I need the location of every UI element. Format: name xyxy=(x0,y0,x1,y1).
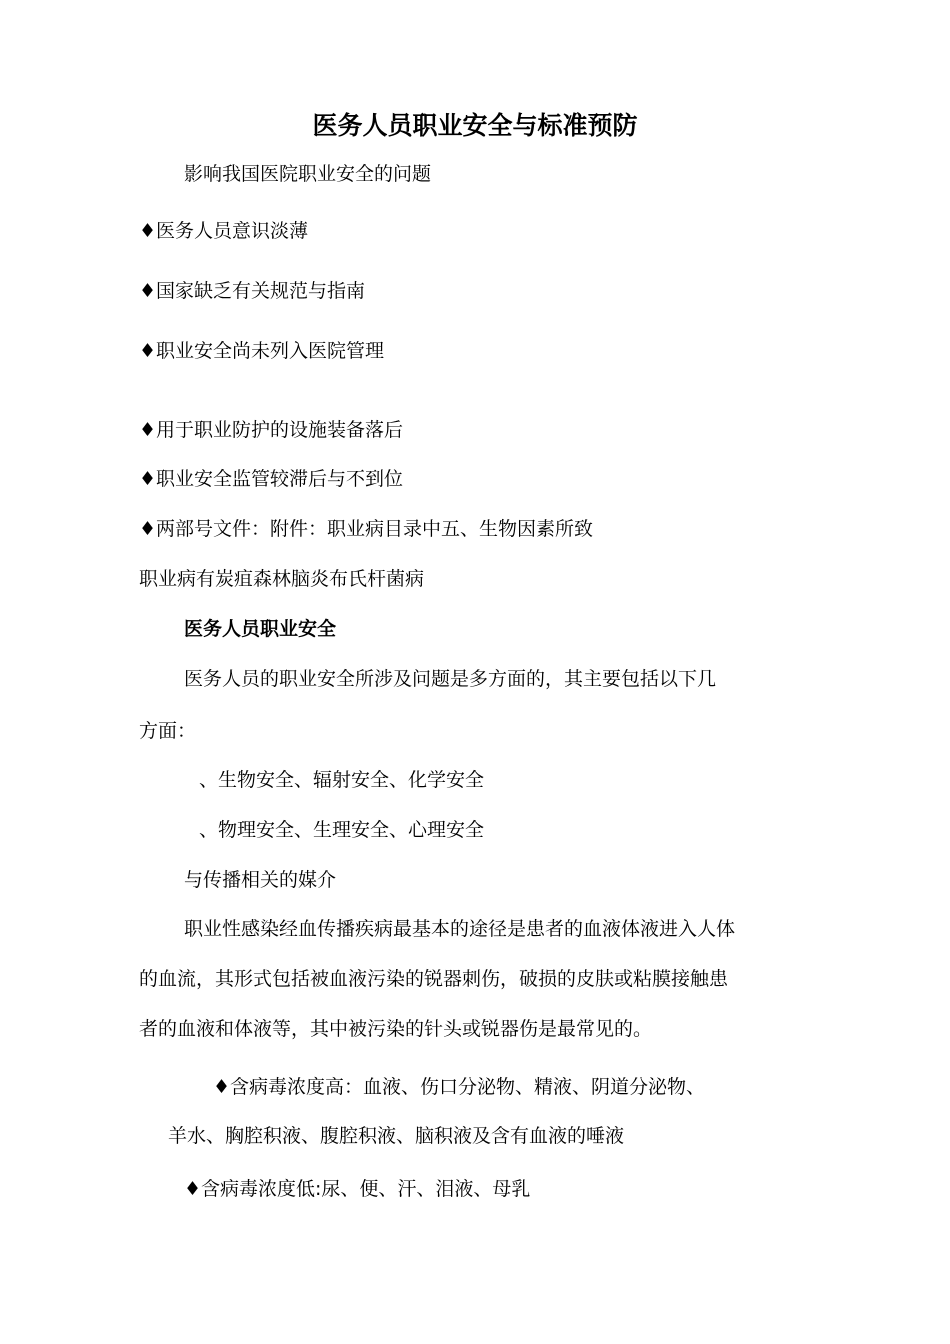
paragraph-line: 医务人员的职业安全所涉及问题是多方面的，其主要包括以下几 xyxy=(184,668,717,690)
paragraph-line: 者的血液和体液等，其中被污染的针头或锐器伤是最常见的。 xyxy=(139,1018,653,1040)
bullet-item: ♦医务人员意识淡薄 xyxy=(139,220,309,242)
paragraph-line: 的血流，其形式包括被血液污染的锐器刺伤，破损的皮肤或粘膜接触患 xyxy=(139,968,729,990)
document-title: 医务人员职业安全与标准预防 xyxy=(312,111,638,140)
paragraph-line: 职业性感染经血传播疾病最基本的途径是患者的血液体液进入人体 xyxy=(184,918,736,940)
section-heading-media: 与传播相关的媒介 xyxy=(184,869,337,891)
section-heading-problems: 影响我国医院职业安全的问题 xyxy=(184,163,432,185)
bullet-item: ♦职业安全监管较滞后与不到位 xyxy=(139,468,404,490)
bullet-item: ♦职业安全尚未列入医院管理 xyxy=(139,340,385,362)
list-item: 、物理安全、生理安全、心理安全 xyxy=(199,819,485,841)
bullet-item: ♦两部号文件：附件：职业病目录中五、生物因素所致 xyxy=(139,518,594,540)
bullet-item: ♦用于职业防护的设施装备落后 xyxy=(139,419,404,441)
paragraph-line: 方面： xyxy=(139,720,197,742)
list-item: 、生物安全、辐射安全、化学安全 xyxy=(199,769,485,791)
paragraph-line: 羊水、胸腔积液、腹腔积液、脑积液及含有血液的唾液 xyxy=(168,1125,625,1147)
bullet-item: ♦含病毒浓度高：血液、伤口分泌物、精液、阴道分泌物、 xyxy=(213,1076,706,1098)
paragraph-line: 职业病有炭疽森林脑炎布氏杆菌病 xyxy=(139,568,425,590)
bullet-item: ♦国家缺乏有关规范与指南 xyxy=(139,280,366,302)
section-heading-safety: 医务人员职业安全 xyxy=(184,618,337,640)
bullet-item: ♦含病毒浓度低:尿、便、汗、泪液、母乳 xyxy=(184,1178,531,1200)
